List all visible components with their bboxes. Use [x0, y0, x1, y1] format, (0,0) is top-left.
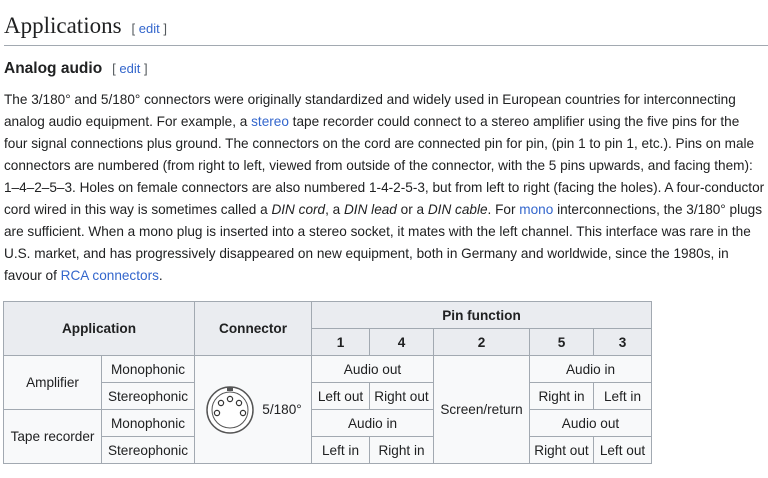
tape-stereo-pin-4: Right in — [370, 437, 434, 464]
subsection-heading — [4, 58, 148, 80]
amplifier-cell: Amplifier — [4, 356, 102, 410]
din-cord-term: DIN cord — [271, 202, 326, 217]
table-row — [4, 437, 652, 464]
subsection-edit-link[interactable]: edit — [119, 61, 141, 76]
amp-stereo-pin-1: Left out — [312, 383, 370, 410]
connector-header: Connector — [195, 302, 312, 356]
connector-figure — [195, 384, 311, 436]
pin-3-header: 3 — [594, 329, 652, 356]
pin-4-header: 4 — [370, 329, 434, 356]
pin-function-table — [3, 301, 652, 464]
din-5-180-connector-icon — [204, 384, 256, 436]
header-row-1 — [4, 302, 652, 329]
subsection-title: Analog audio — [4, 60, 103, 77]
tape-stereo-pin-5: Right out — [530, 437, 594, 464]
body-paragraph — [4, 89, 766, 287]
tape-mono-pins-5-3: Audio out — [530, 410, 652, 437]
application-header: Application — [4, 302, 195, 356]
amp-stereo-pin-5: Right in — [530, 383, 594, 410]
paragraph-text: or a — [396, 202, 428, 217]
amp-stereo-pin-4: Right out — [370, 383, 434, 410]
connector-cell — [195, 356, 312, 464]
pin-5-header: 5 — [530, 329, 594, 356]
pin-1-header: 1 — [312, 329, 370, 356]
tape-recorder-cell: Tape recorder — [4, 410, 102, 464]
section-heading — [4, 12, 768, 46]
tape-mono-pins-1-4: Audio in — [312, 410, 434, 437]
section-edit-wrapper: [ edit ] — [131, 21, 167, 36]
connector-label: 5/180° — [262, 402, 302, 417]
paragraph-text: , a — [325, 202, 344, 217]
stereo-link[interactable]: stereo — [251, 114, 289, 129]
paragraph-text: interconnections, the 3/180° plugs are sufficient. When a mono plug is inserted into a stereo socket, it mates with the left channel. This interface was rare in the U.S. market, and has progressively disappeared on new equipment, both in Germany and worldwide, since the 1980s, in favour of — [4, 202, 763, 283]
paragraph-text: The 3/180° and 5/180° connectors were originally standardized and widely used in European countries for interconnecting analog audio equipment. For example, a — [4, 92, 736, 129]
mono-cell: Monophonic — [102, 356, 195, 383]
table-row — [4, 383, 652, 410]
amp-mono-pins-1-4: Audio out — [312, 356, 434, 383]
section-edit-link[interactable]: edit — [138, 21, 160, 36]
paragraph-text: . — [158, 268, 163, 283]
stereo-cell: Stereophonic — [102, 437, 195, 464]
din-lead-term: DIN lead — [343, 202, 397, 217]
paragraph-text: tape recorder could connect to a stereo amplifier using the five pins for the four signal connections plus ground. The connectors on the cord are connected pin for pin, (pin 1 to pin 1, etc.). Pins on male connectors are numbered (from right to left, viewed from outside of the connector, with the 5 pins upwards, and facing them): 1–4–2–5–3. Holes on female connectors are also numbered 1-4-2-5-3, but from left to right (facing the holes). A four-conductor cord wired in this way is sometimes called a — [4, 114, 765, 217]
amp-mono-pins-5-3: Audio in — [530, 356, 652, 383]
section-title: Applications — [4, 13, 122, 38]
amp-stereo-pin-3: Left in — [594, 383, 652, 410]
paragraph-text: . For — [487, 202, 520, 217]
tape-stereo-pin-1: Left in — [312, 437, 370, 464]
table-row — [4, 356, 652, 383]
pin-2-cell: Screen/return — [434, 356, 530, 464]
stereo-cell: Stereophonic — [102, 383, 195, 410]
subsection-edit-wrapper: [ edit ] — [112, 61, 148, 76]
din-cable-term: DIN cable — [427, 202, 488, 217]
tape-stereo-pin-3: Left out — [594, 437, 652, 464]
mono-link[interactable]: mono — [519, 202, 554, 217]
mono-cell: Monophonic — [102, 410, 195, 437]
pin-function-header: Pin function — [312, 302, 652, 329]
rca-connectors-link[interactable]: RCA connectors — [60, 268, 159, 283]
table-row — [4, 410, 652, 437]
pin-2-header: 2 — [434, 329, 530, 356]
